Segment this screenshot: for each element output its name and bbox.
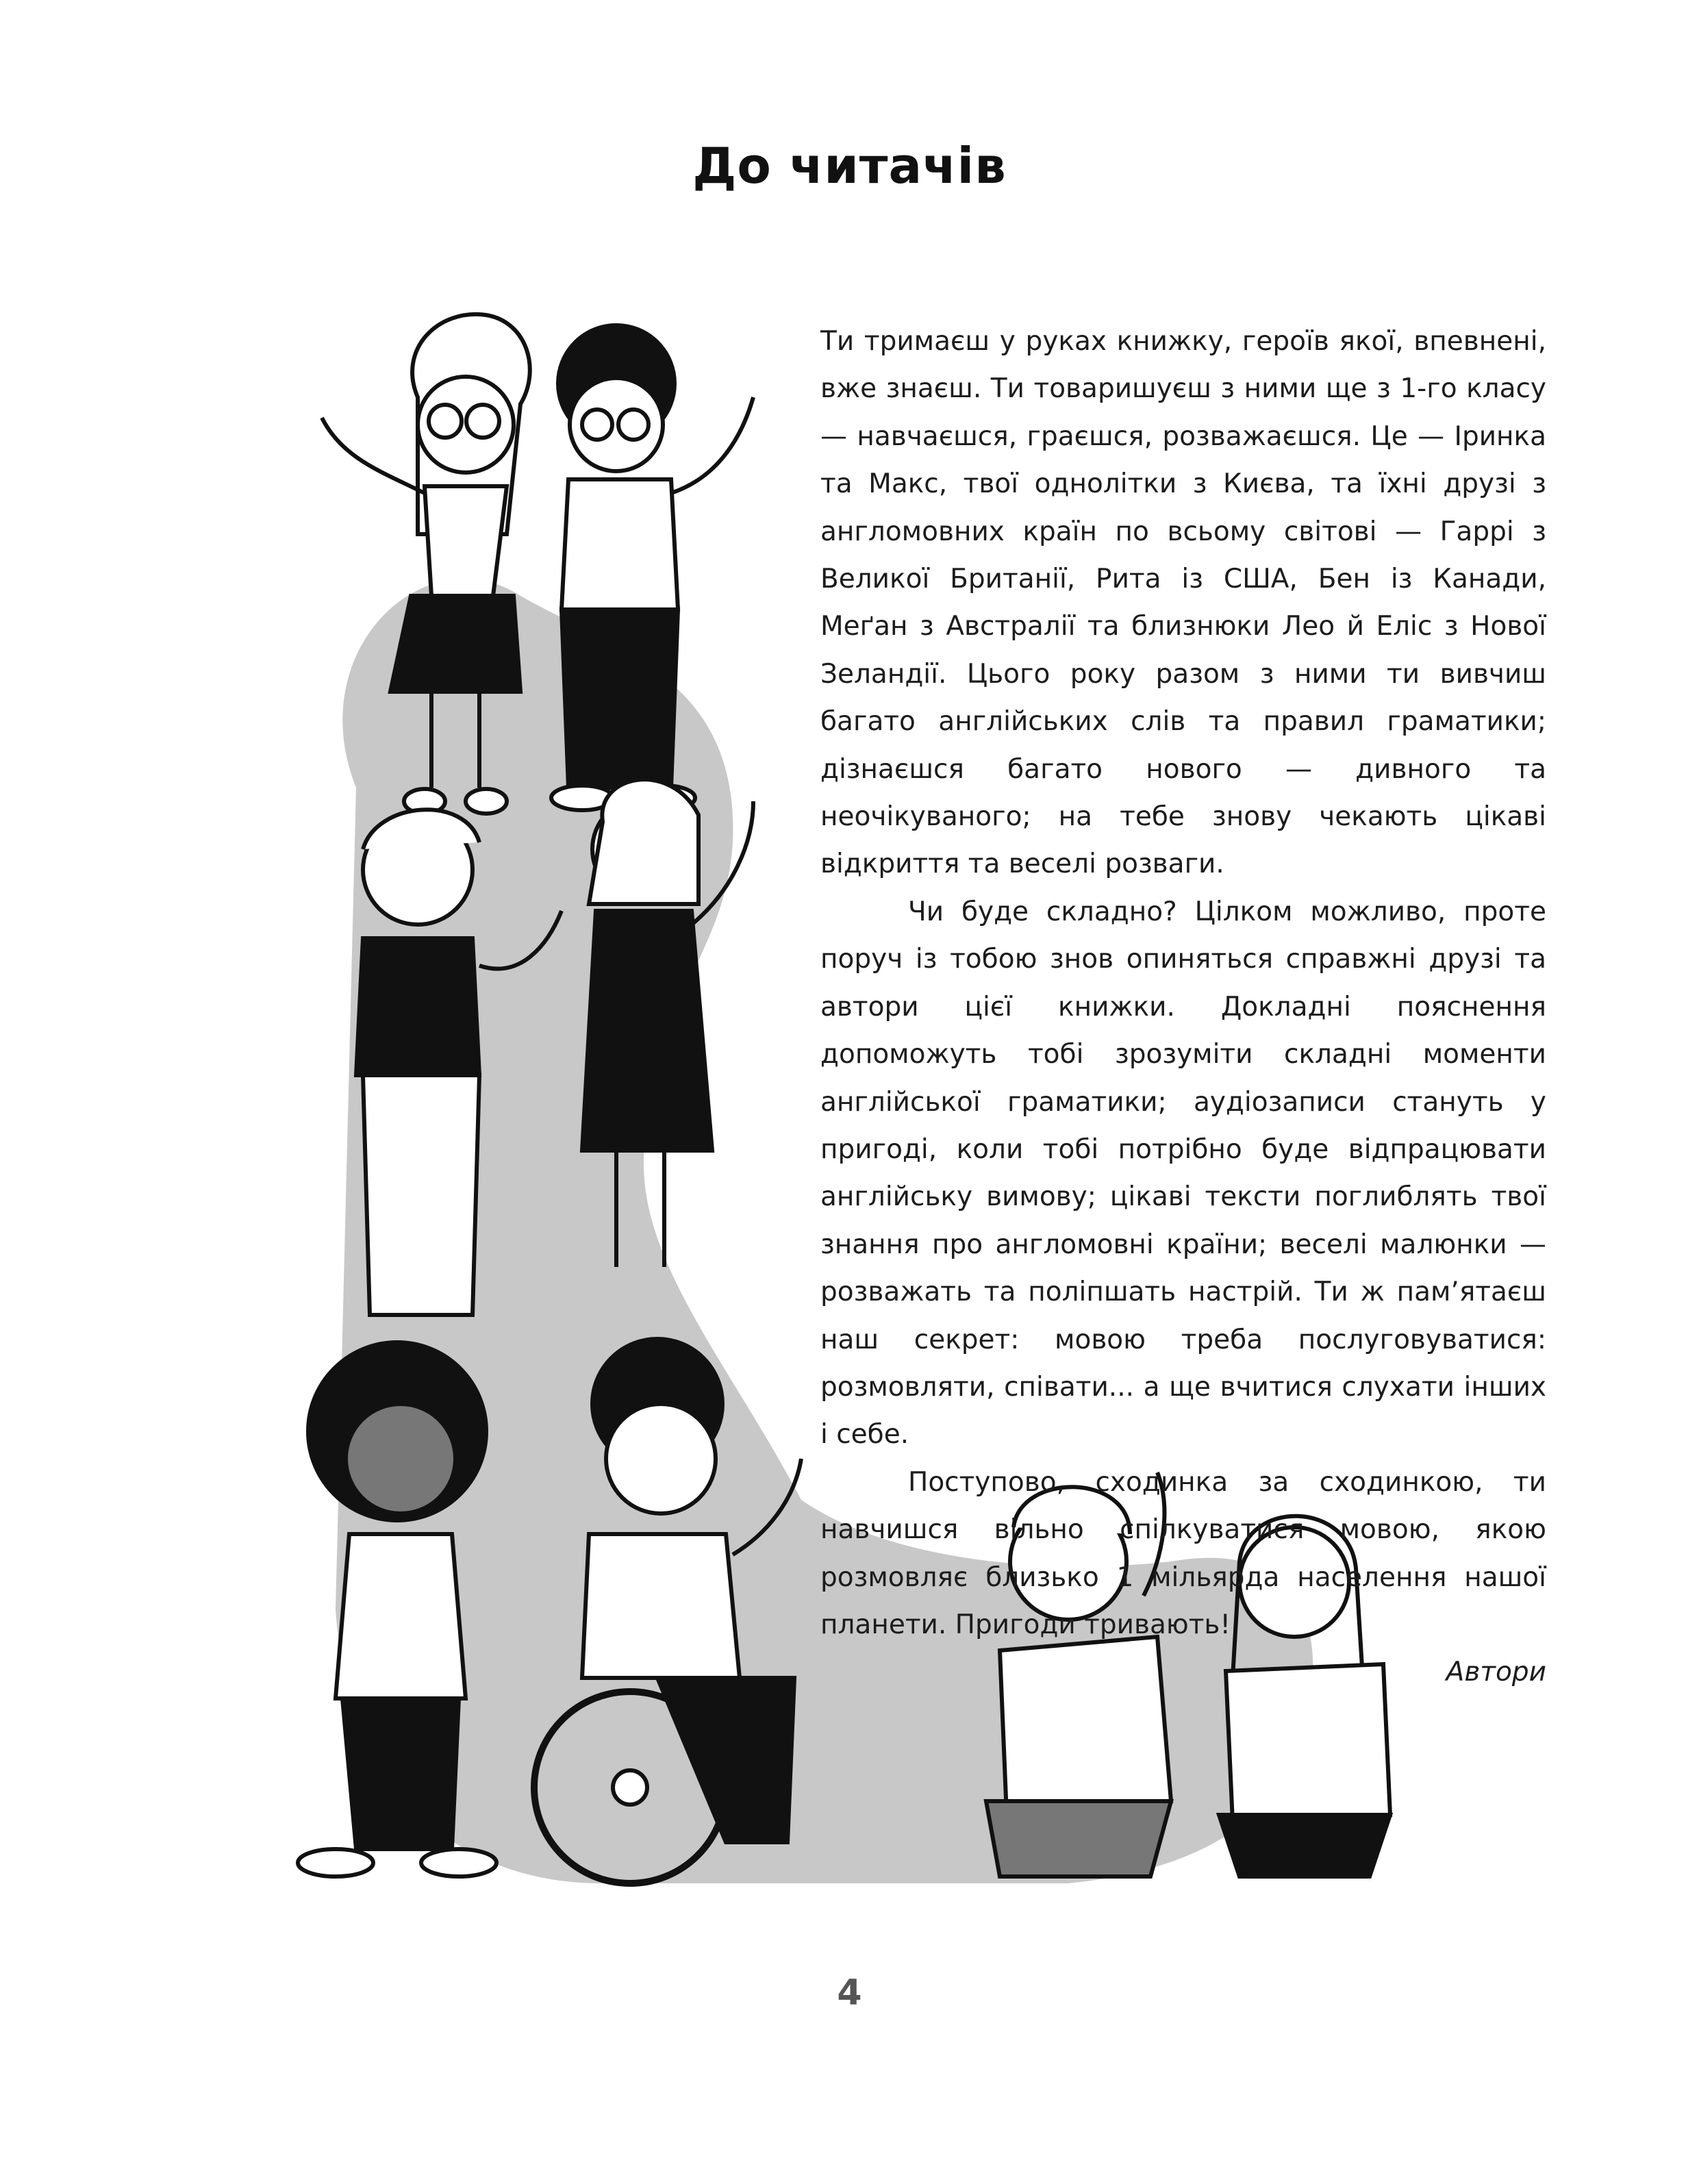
paragraph: Поступово, сходинка за сходинкою, ти навчишся вільно спілкуватися мовою, якою розмовляє близько 1 мільярда населення нашої планети. Пригоди тривають! xyxy=(820,1466,1546,1640)
page-title: До читачів xyxy=(692,137,1007,194)
paragraph: Ти тримаєш у руках книжку, героїв якої, впевнені, вже знаєш. Ти товаришуєш з ними ще з 1-го класу — навчаєшся, граєшся, розважаєшся. Це — Іринка та Макс, твої однолітки з Києва, та їхні друзі з англомовних країн по всьому світові — Гаррі з Великої Британії, Рита із США, Бен із Канади, Меґан з Австралії та близнюки Лео й Еліс з Нової Зеландії. Цього року разом з ними ти вивчиш багато англійських слів та правил граматики; дізнаєшся багато нового — дивного та неочікуваного; на тебе знову чекають цікаві відкриття та веселі розваги. xyxy=(820,326,1546,880)
signature: Автори xyxy=(1446,1657,1546,1688)
page-number: 4 xyxy=(837,1972,862,2013)
child-figure-boy-curly xyxy=(551,325,753,810)
paragraph: Чи буде складно? Цілком можливо, проте поруч із тобою знов опиняться справжні друзі та автори цієї книжки. Докладні пояснення допоможуть тобі зрозуміти складні моменти англійської граматики; аудіозаписи стануть у пригоді, коли тобі потрібно буде відпрацювати англійську вимову; цікаві тексти поглиблять твої знання про англомовні країни; веселі малюнки — розважать та поліпшать настрій. Ти ж пам’ятаєш наш секрет: мовою треба послуговуватися: розмовляти, співати... а ще вчитися слухати інших і себе. xyxy=(820,896,1546,1451)
intro-text xyxy=(820,318,1546,1696)
